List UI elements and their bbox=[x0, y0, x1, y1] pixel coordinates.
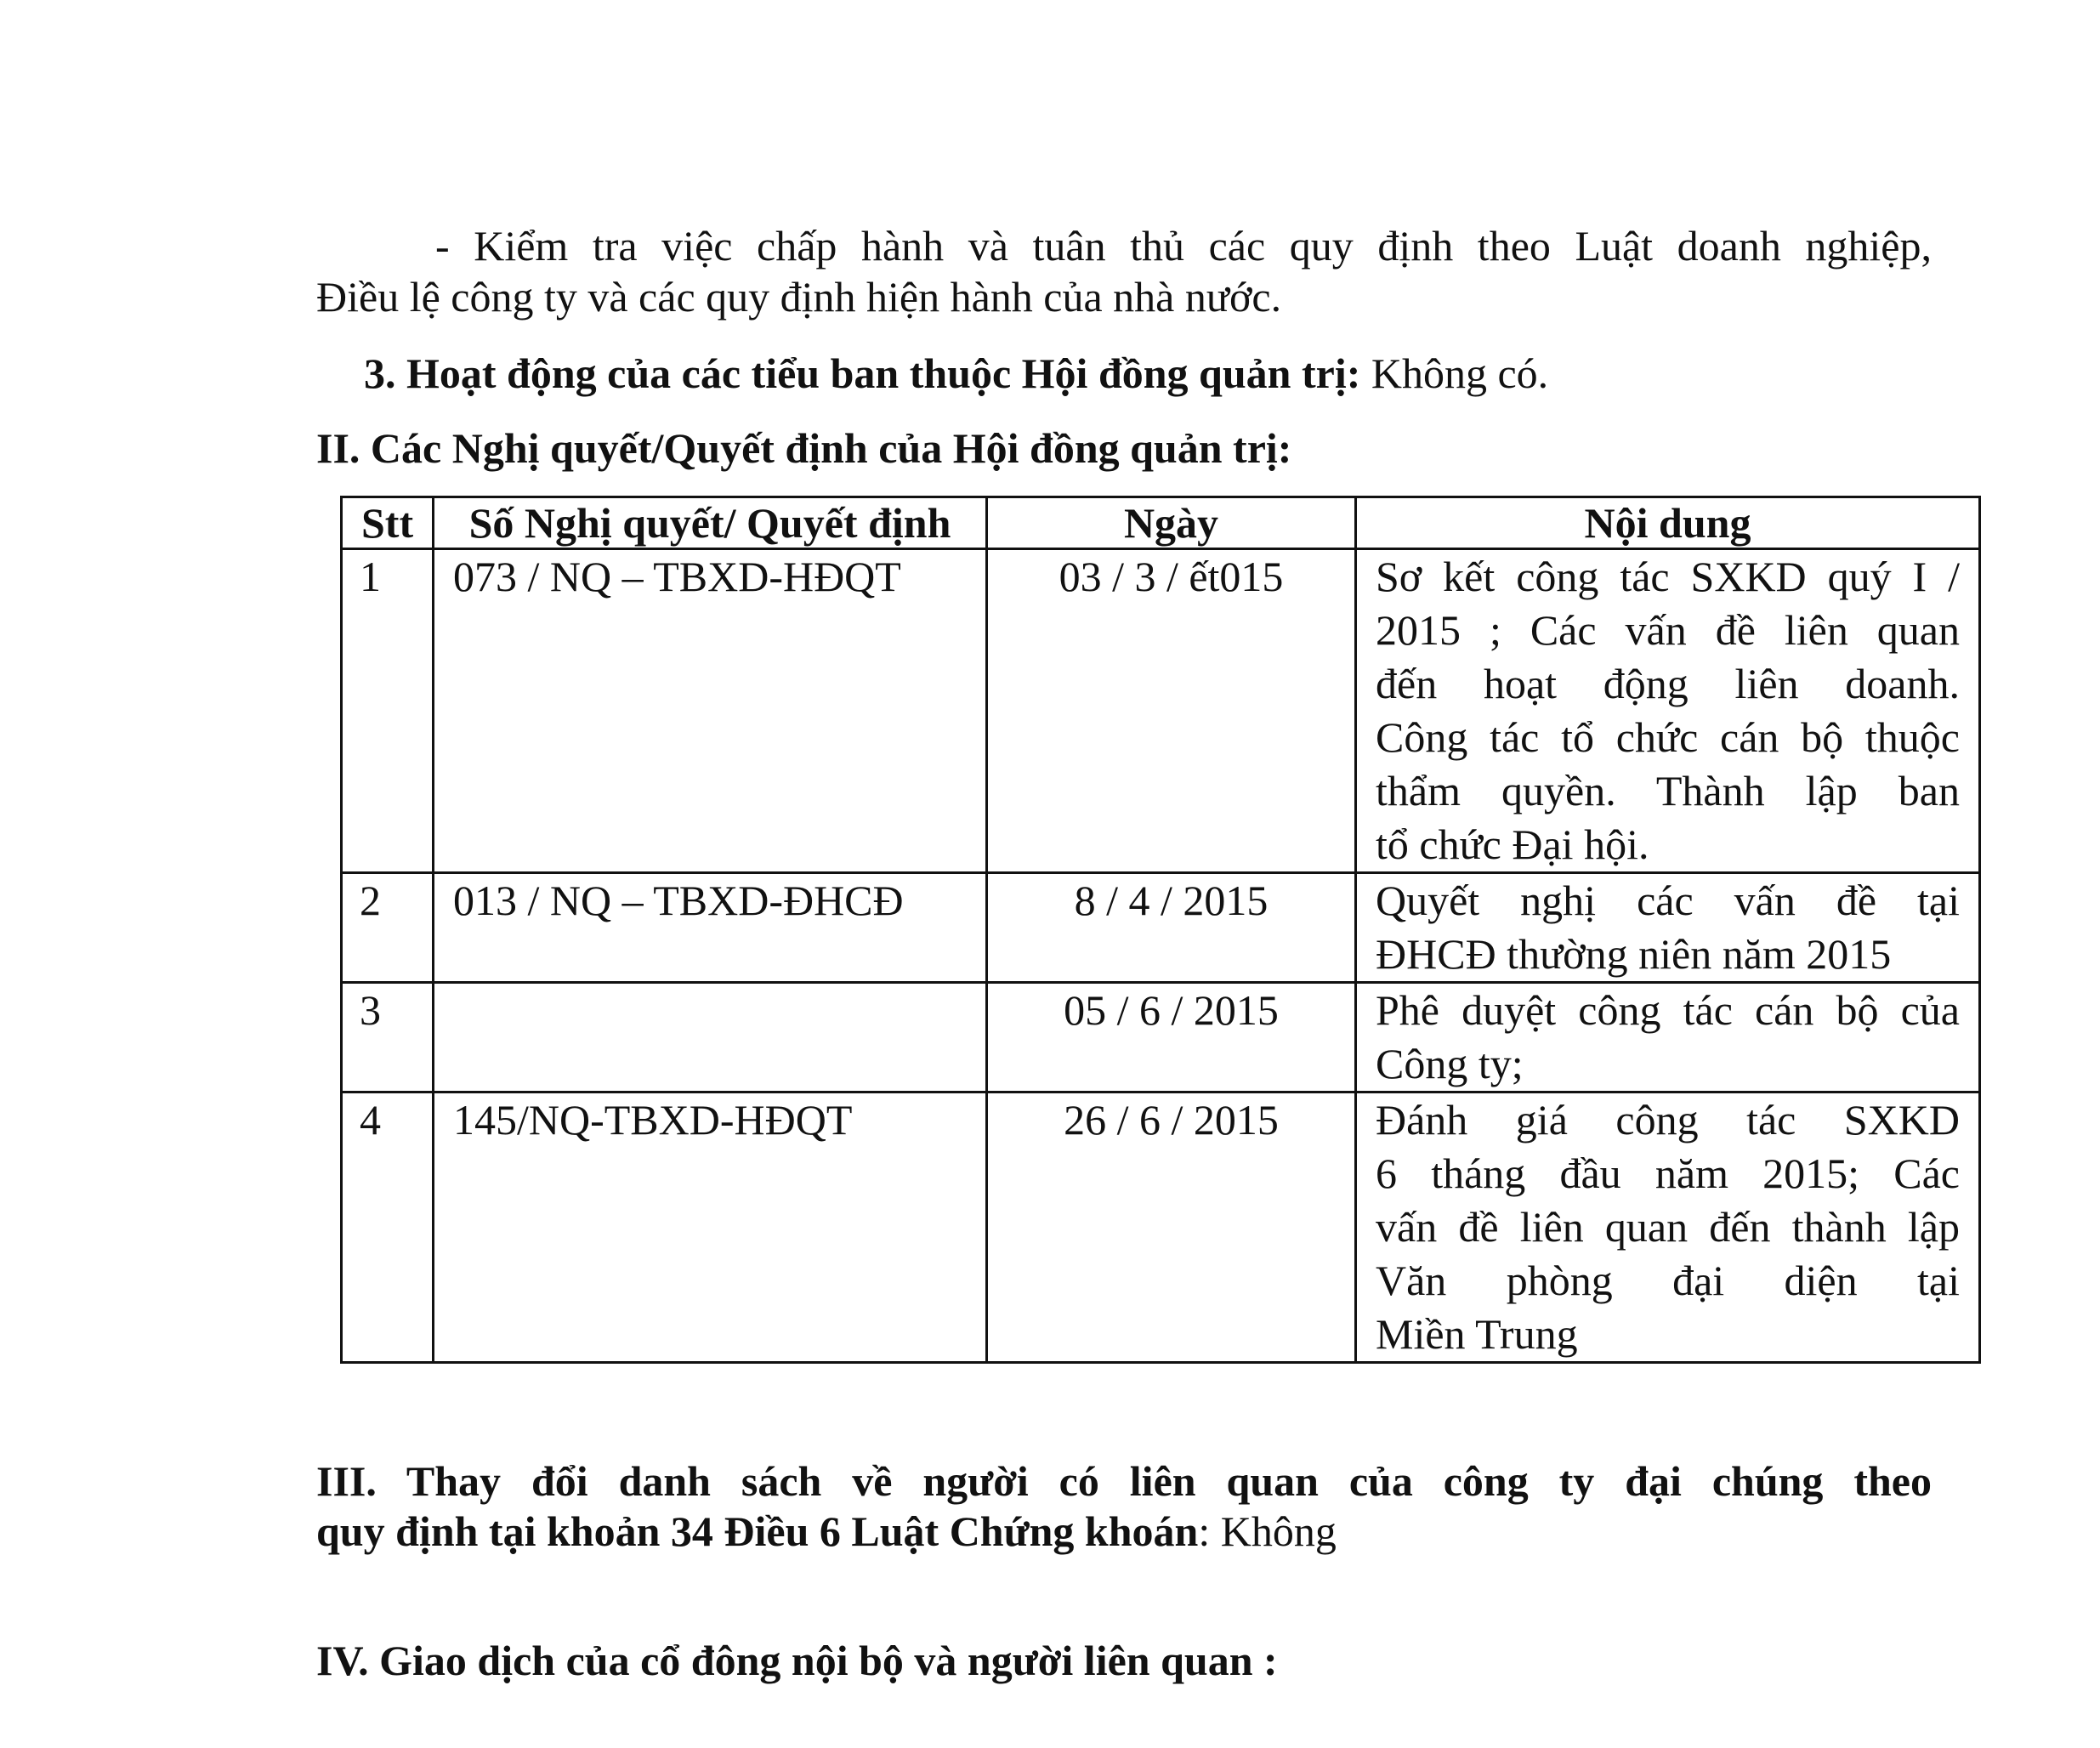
section-iii-heading-line-2: quy định tại khoản 34 Điều 6 Luật Chứng khoán bbox=[316, 1507, 1199, 1555]
table-header-row bbox=[342, 497, 1980, 549]
cell-content bbox=[1356, 1092, 1980, 1363]
section-iv-heading bbox=[316, 1634, 1278, 1687]
section-3-value: Không có. bbox=[1360, 349, 1549, 397]
content-line: vấn đề liên quan đến thành lập bbox=[1376, 1203, 1960, 1251]
intro-bullet-line-1: - Kiểm tra việc chấp hành và tuân thủ các quy định theo Luật doanh nghiệp, bbox=[435, 222, 1932, 270]
cell-stt: 2 bbox=[342, 873, 434, 983]
section-ii-heading-text: II. Các Nghị quyết/Quyết định của Hội đồng quản trị: bbox=[316, 424, 1292, 472]
content-line: ĐHCĐ thường niên năm 2015 bbox=[1376, 930, 1892, 978]
section-iii-heading-line-2-row bbox=[316, 1505, 1337, 1558]
section-iv-heading-text: IV. Giao dịch của cổ đông nội bộ và người liên quan : bbox=[316, 1637, 1278, 1684]
content-line: đến hoạt động liên doanh. bbox=[1376, 660, 1960, 707]
cell-stt: 1 bbox=[342, 549, 434, 873]
content-line: Công tác tổ chức cán bộ thuộc bbox=[1376, 713, 1960, 761]
cell-stt: 3 bbox=[342, 983, 434, 1092]
section-iii-value: : Không bbox=[1198, 1507, 1337, 1555]
cell-content bbox=[1356, 549, 1980, 873]
table-row bbox=[342, 873, 1980, 983]
cell-date: 03 / 3 / ết015 bbox=[987, 549, 1356, 873]
cell-number: 013 / NQ – TBXD-ĐHCĐ bbox=[434, 873, 987, 983]
cell-number bbox=[434, 983, 987, 1092]
resolutions-table bbox=[340, 496, 1981, 1364]
content-line: Miền Trung bbox=[1376, 1310, 1578, 1358]
cell-number: 145/NQ-TBXD-HĐQT bbox=[434, 1092, 987, 1363]
content-line: Công ty; bbox=[1376, 1040, 1524, 1087]
content-line: Văn phòng đại diện tại bbox=[1376, 1257, 1960, 1304]
section-iii-heading-line-1: III. Thay đổi danh sách về người có liên quan của công ty đại chúng theo bbox=[316, 1457, 1932, 1505]
content-line: Quyết nghị các vấn đề tại bbox=[1376, 877, 1960, 924]
table-row bbox=[342, 1092, 1980, 1363]
cell-content bbox=[1356, 983, 1980, 1092]
header-content: Nội dung bbox=[1356, 497, 1980, 549]
cell-date: 8 / 4 / 2015 bbox=[987, 873, 1356, 983]
content-line: thẩm quyền. Thành lập ban bbox=[1376, 767, 1960, 814]
content-line: Sơ kết công tác SXKD quý I / bbox=[1376, 553, 1960, 600]
cell-date: 26 / 6 / 2015 bbox=[987, 1092, 1356, 1363]
cell-content bbox=[1356, 873, 1980, 983]
table-row bbox=[342, 983, 1980, 1092]
header-number: Số Nghị quyết/ Quyết định bbox=[434, 497, 987, 549]
intro-bullet-line-2: Điều lệ công ty và các quy định hiện hành của nhà nước. bbox=[316, 273, 1282, 321]
content-line: 6 tháng đầu năm 2015; Các bbox=[1376, 1149, 1960, 1197]
header-stt: Stt bbox=[342, 497, 434, 549]
section-3-heading-row bbox=[364, 347, 1548, 400]
section-ii-heading bbox=[316, 422, 1291, 474]
content-line: tổ chức Đại hội. bbox=[1376, 820, 1649, 868]
content-line: 2015 ; Các vấn đề liên quan bbox=[1376, 606, 1960, 654]
cell-date: 05 / 6 / 2015 bbox=[987, 983, 1356, 1092]
cell-stt: 4 bbox=[342, 1092, 434, 1363]
section-3-heading: 3. Hoạt động của các tiểu ban thuộc Hội đồng quản trị: bbox=[364, 349, 1361, 397]
header-date: Ngày bbox=[987, 497, 1356, 549]
content-line: Phê duyệt công tác cán bộ của bbox=[1376, 986, 1960, 1034]
content-line: Đánh giá công tác SXKD bbox=[1376, 1096, 1960, 1144]
cell-number: 073 / NQ – TBXD-HĐQT bbox=[434, 549, 987, 873]
table-row bbox=[342, 549, 1980, 873]
